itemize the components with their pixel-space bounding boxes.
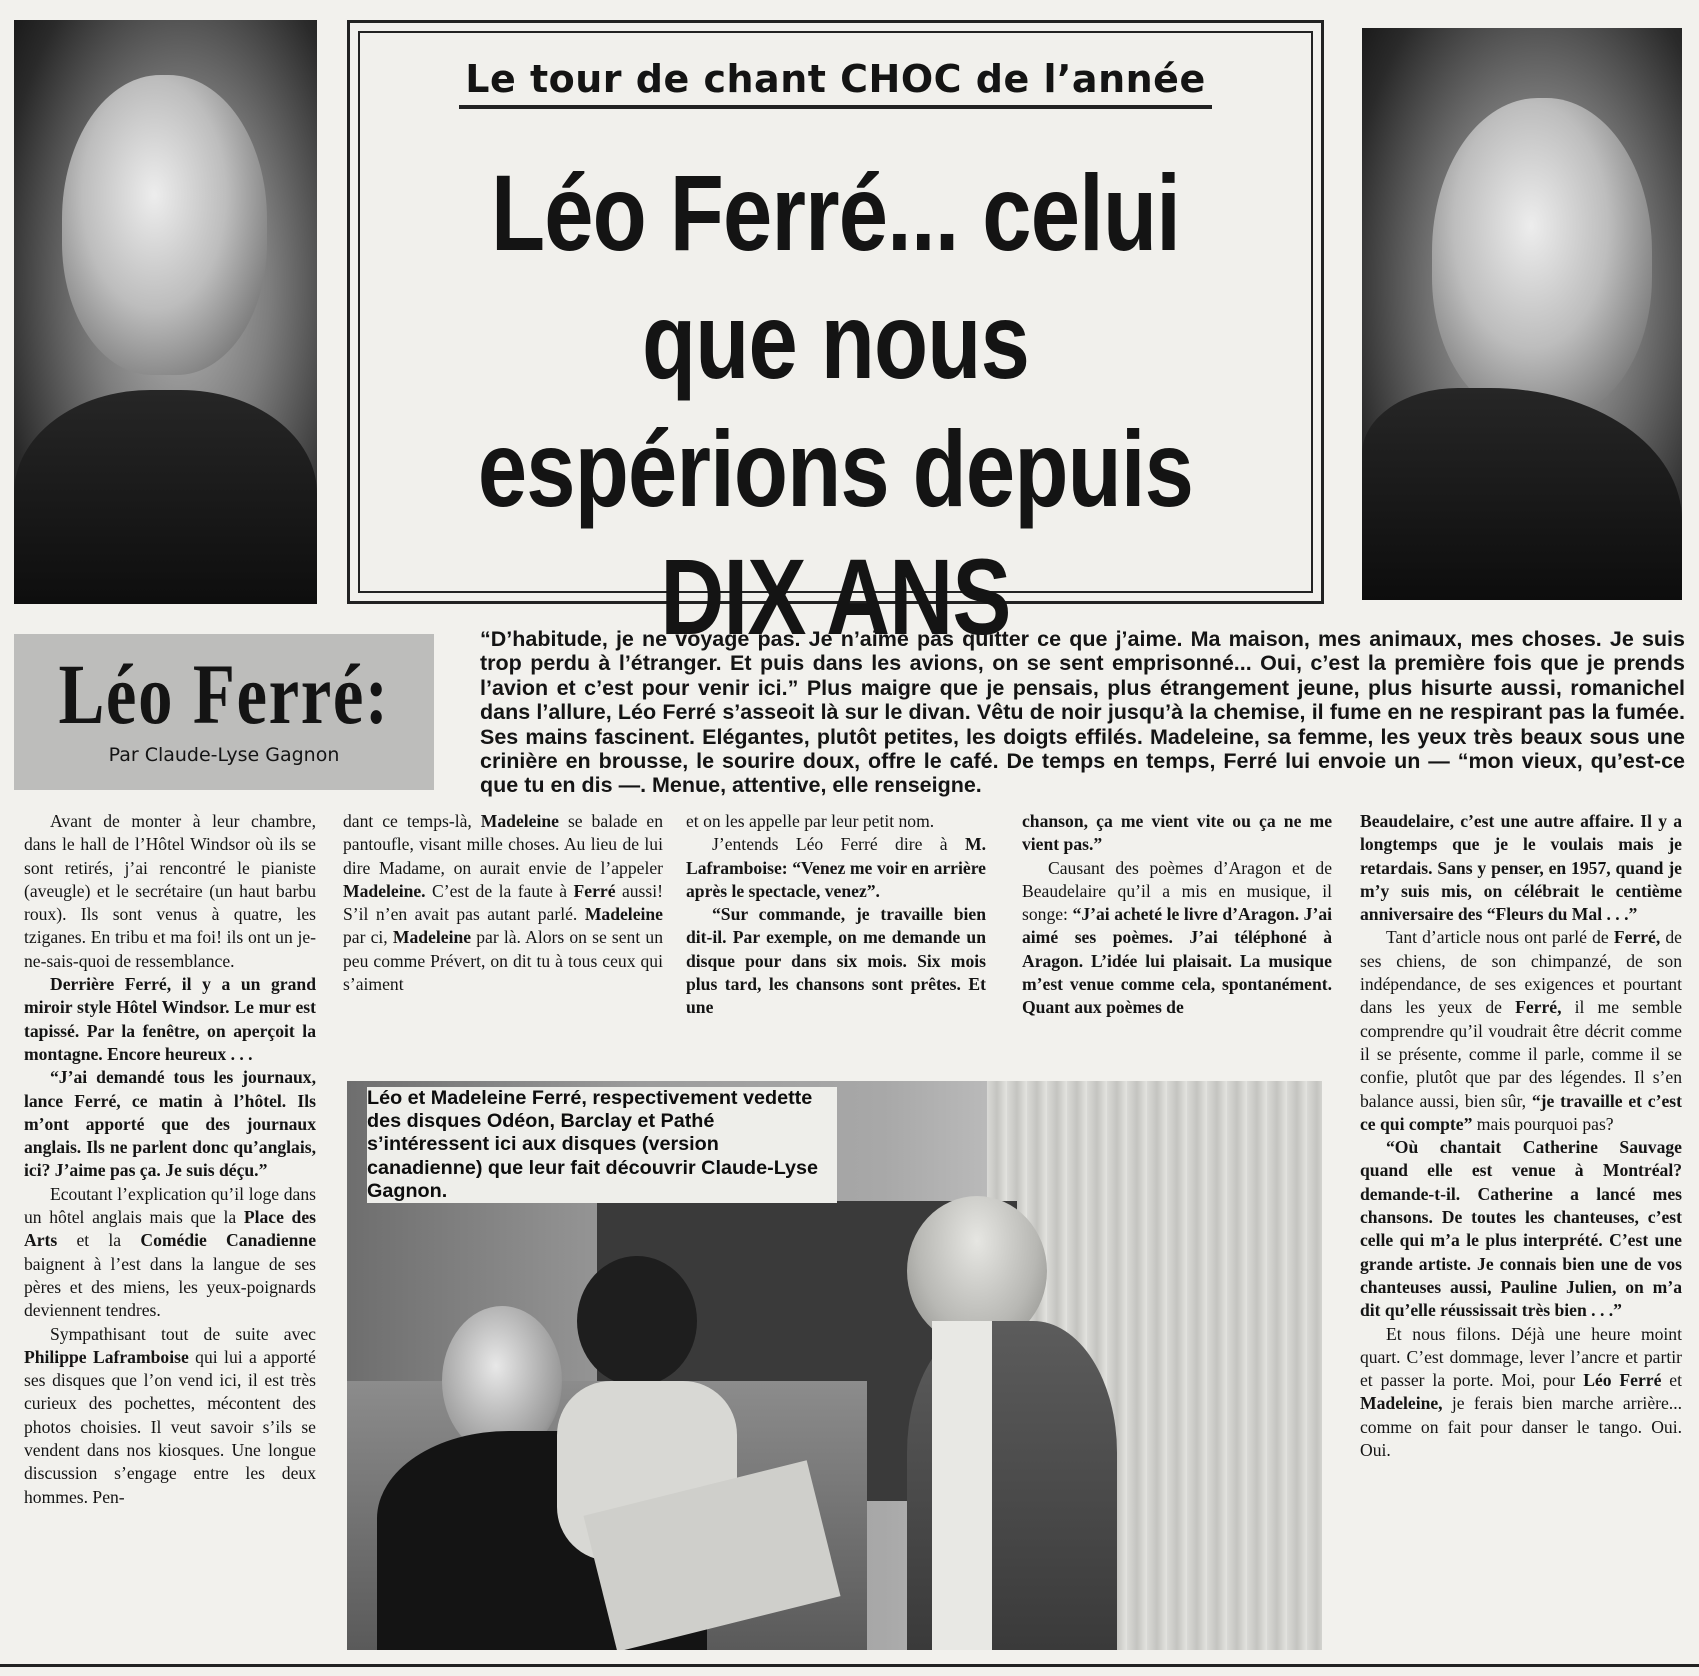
headline-box [347,20,1324,657]
name-box [14,634,434,790]
column-1 [24,810,316,1660]
page-bottom-rule [0,1664,1699,1667]
paragraph: dant ce temps-là, Madeleine se balade en pantoufle, visant mille choses. Au lieu de lui dire Madame, on aurait envie de l’appeler Madeleine. C’est de la faute à Ferré aussi! S’il n’en avait pas autant parlé. Madeleine par ci, Madeleine par là. Alors on se sent un peu comme Prévert, on dit tu à tous ceux qui s’aiment [343,811,663,995]
photo-leo-ferre-right [1362,28,1682,600]
paragraph: Ecoutant l’explication qu’il loge dans un hôtel anglais mais que la Place des Arts et la Comédie Canadienne baignent à l’est dans la langue de ses pères et des miens, les yeux-poignards deviennent tendres. [24,1183,316,1321]
paragraph: Beaudelaire, c’est une autre affaire. Il y a longtemps que je le voulais mais je retardais. Sans y penser, en 1957, quand je m’y suis mis, on célébrait le centième anniversaire des “Fleurs du Mal . . .” [1360,811,1682,925]
photo-leo-ferre-left [14,20,317,604]
kicker: Le tour de chant CHOC de l’année [350,57,1321,101]
photo-caption: Léo et Madeleine Ferré, respectivement vedette des disques Odéon, Barclay et Pathé s’intéressent ici aux disques (version canadienne) que leur fait découvrir Claude-Lyse Gagnon. [367,1087,837,1203]
paragraph: “Sur commande, je travaille bien dit-il. Par exemple, on me demande un disque pour dans six mois. Six mois plus tard, les chansons sont prêtes. Et une [686,904,986,1018]
paragraph: “J’ai demandé tous les journaux, lance Ferré, ce matin à l’hôtel. Ils m’ont apporté que des journaux anglais. Ils ne parlent donc qu’anglais, ici? J’aime pas ça. Je suis déçu.” [24,1067,316,1181]
byline: Par Claude-Lyse Gagnon [108,744,340,766]
paragraph: Causant des poèmes d’Aragon et de Beaudelaire qu’il a mis en musique, il songe: “J’ai acheté le livre d’Aragon. J’ai aimé ses poèmes. J’ai téléphoné à Aragon. L’idée lui plaisait. La musique m’est venue comme cela, spontanément. Quant aux poèmes de [1022,857,1332,1018]
lead-paragraph: “D’habitude, je ne voyage pas. Je n’aime pas quitter ce que j’aime. Ma maison, mes animaux, mes choses. Je suis trop perdu à l’étranger. Et puis dans les avions, on se sent emprisonné... Oui, c’est la première fois que je prends l’avion et c’est pour venir ici.” Plus maigre que je pensais, plus étrangement jeune, plus hisurte aussi, romanichel dans l’allure, Léo Ferré s’asseoit là sur le divan. Vêtu de noir jusqu’à la chemise, il fume en ne respirant pas la fumée. Ses mains fascinent. Elégantes, plutôt petites, les doigts effilés. Madeleine, sa femme, les yeux très beaux sous une crinière en brousse, le sourire doux, offre le café. De temps en temps, Ferré lui envoie un — “mon vieux, qu’est-ce que tu en dis —. Menue, attentive, elle renseigne. [480,627,1685,798]
paragraph: Et nous filons. Déjà une heure moint quart. C’est dommage, lever l’ancre et partir et passer la porte. Moi, pour Léo Ferré et Madeleine, je ferais bien marche arrière... comme on fait pour danser le tango. Oui. Oui. [1360,1323,1682,1461]
column-2 [343,810,663,1065]
paragraph: et on les appelle par leur petit nom. [686,811,935,831]
article-title: Léo Ferré: [58,646,390,742]
paragraph: Sympathisant tout de suite avec Philippe Laframboise qui lui a apporté ses disques que l’on vend ici, il est très curieux des pochettes, mécontent des photos choisies. Il veut savoir s’ils se vendent dans nos kiosques. Une longue discussion s’engage entre les deux hommes. Pen- [24,1323,316,1507]
headline: Léo Ferré... celui que nous espérions depuis DIX ANS [477,152,1194,657]
photo-ferre-couple-with-records [347,1081,1322,1650]
paragraph: Derrière Ferré, il y a un grand miroir style Hôtel Windsor. Le mur est tapissé. Par la fenêtre, on aperçoit la montagne. Encore heureux . . . [24,974,316,1064]
column-3 [686,810,986,1065]
paragraph: Tant d’article nous ont parlé de Ferré, de ses chiens, de son chimpanzé, de son indépendance, de ses exigences et pourtant dans les yeux de Ferré, il me semble comprendre qu’il voudrait être décrit comme il se présente, comme il parle, comme il se confie, plutôt que par des légendes. Il s’en balance aussi, bien sûr, “je travaille et c’est ce qui compte” mais pourquoi pas? [1360,927,1682,1134]
column-4 [1022,810,1332,1065]
paragraph: Avant de monter à leur chambre, dans le hall de l’Hôtel Windsor où ils se sont retirés, j’ai rencontré le pianiste (aveugle) et le secrétaire (un haut barbu roux). Ils sont venus à quatre, les tziganes. En tribu et ma foi! ils ont un je-ne-sais-quoi de ressemblance. [24,811,316,971]
paragraph: J’entends Léo Ferré dire à M. Laframboise: “Venez me voir en arrière après le spectacle, venez”. [686,834,986,901]
paragraph: “Où chantait Catherine Sauvage quand elle est venue à Montréal? demande-t-il. Catherine a lancé mes chansons. De toutes les chanteuses, c’est celle qui m’a le plus interprété. C’est une grande artiste. Je connais bien une de vos chanteuses aussi, Pauline Julien, on m’a dit qu’elle réussissait très bien . . .” [1360,1137,1682,1321]
paragraph: chanson, ça me vient vite ou ça ne me vient pas.” [1022,811,1332,855]
column-5 [1360,810,1682,1660]
